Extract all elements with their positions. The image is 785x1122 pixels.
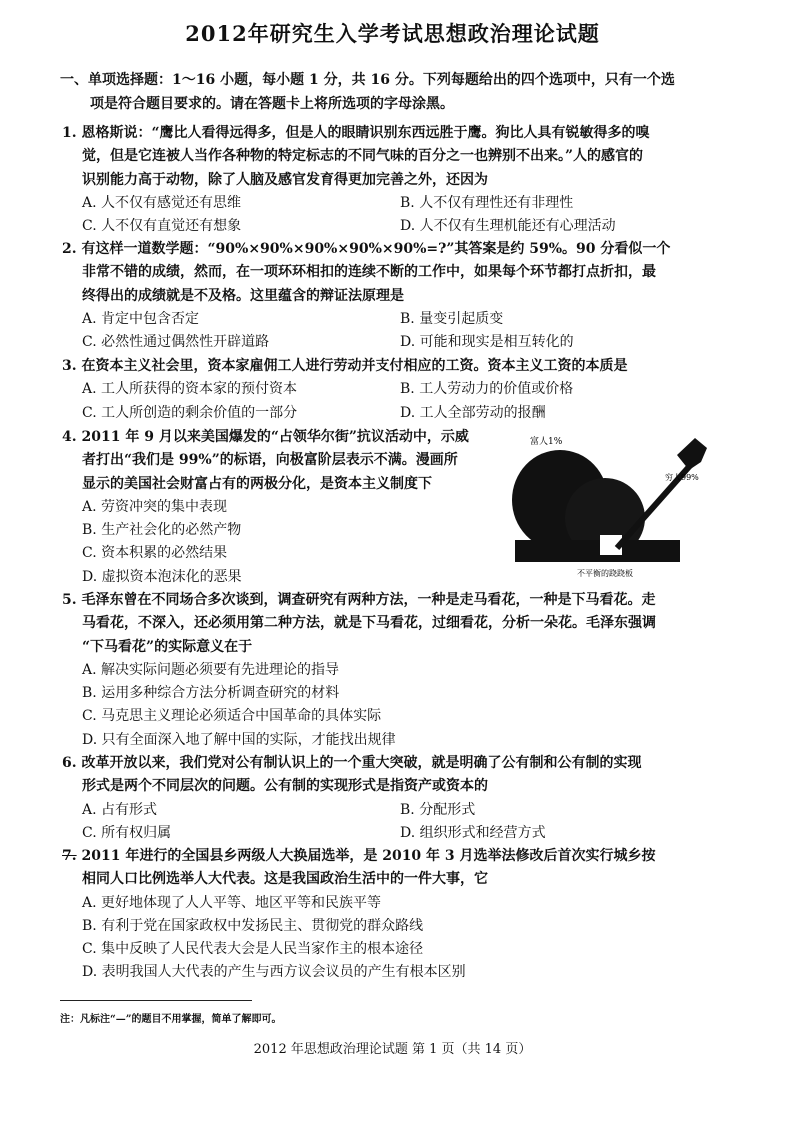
- question-stem: [62, 752, 722, 799]
- stem-line: 觉，但是它连被人当作各种物的特定标志的不同气味的百分之一也辨别不出来。”人的感官的: [82, 148, 644, 165]
- option-c: C. 集中反映了人民代表大会是人民当家作主的根本途径: [82, 941, 424, 958]
- page-footer: 2012 年思想政治理论试题 第 1 页（共 14 页）: [253, 1042, 532, 1057]
- page-title: 2012年研究生入学考试思想政治理论试题: [185, 21, 600, 46]
- question-stem: [62, 845, 722, 892]
- option-b: B. 分配形式: [400, 801, 476, 818]
- options: [62, 892, 722, 985]
- stem-line: 相同人口比例选举人大代表。这是我国政治生活中的一件大事，它: [82, 871, 488, 888]
- stem-line: 终得出的成绩就是不及格。这里蕴含的辩证法原理是: [82, 287, 404, 304]
- stem-line: 3. 在资本主义社会里，资本家雇佣工人进行劳动并支付相应的工资。资本主义工资的本质是: [62, 358, 628, 374]
- footnote-divider: [60, 1000, 252, 1001]
- option-b: B. 工人劳动力的价值或价格: [400, 381, 574, 398]
- options: [62, 496, 492, 589]
- question-5: [62, 589, 722, 752]
- option-c: C. 人不仅有直觉还有想象: [82, 218, 242, 235]
- option-c: C. 工人所创造的剩余价值的一部分: [82, 404, 298, 421]
- option-b: B. 人不仅有理性还有非理性: [400, 194, 574, 211]
- option-d: D. 表明我国人大代表的产生与西方议会议员的产生有根本区别: [82, 964, 466, 981]
- option-a: A. 解决实际问题必须要有先进理论的指导: [82, 661, 340, 678]
- question-3: [62, 355, 722, 425]
- option-d: D. 虚拟资本泡沫化的恶果: [82, 568, 242, 585]
- question-stem: [62, 426, 492, 496]
- option-b: B. 有利于党在国家政权中发扬民主、贯彻党的群众路线: [82, 917, 424, 934]
- option-d: D. 工人全部劳动的报酬: [400, 404, 546, 421]
- options: [62, 308, 722, 355]
- option-d: D. 人不仅有生理机能还有心理活动: [400, 218, 616, 235]
- question-number-struck: 7.: [62, 848, 77, 864]
- stem-line: 5. 毛泽东曾在不同场合多次谈到，调查研究有两种方法，一种是走马看花，一种是下马看花。走: [62, 592, 656, 608]
- options: [62, 659, 722, 752]
- option-d: D. 可能和现实是相互转化的: [400, 334, 574, 351]
- stem-line: 识别能力高于动物，除了人脑及感官发育得更加完善之外，还因为: [82, 171, 488, 188]
- cartoon-caption: 不平衡的跷跷板: [577, 569, 633, 578]
- footnote: 注：凡标注“—”的题目不用掌握，简单了解即可。: [60, 1014, 282, 1025]
- section-instructions: [60, 68, 725, 116]
- option-d: D. 组织形式和经营方式: [400, 824, 546, 841]
- stem-line: 非常不错的成绩，然而，在一项环环相扣的连续不断的工作中，如果每个环节都打点折扣，最: [82, 264, 656, 281]
- stem-line: 显示的美国社会财富占有的两极分化，是资本主义制度下: [82, 475, 432, 492]
- option-a: A. 人不仅有感觉还有思维: [82, 194, 242, 211]
- option-a: A. 肯定中包含否定: [82, 310, 200, 327]
- question-2: [62, 238, 722, 354]
- question-stem: [62, 122, 722, 192]
- option-d: D. 只有全面深入地了解中国的实际，才能找出规律: [82, 731, 396, 748]
- option-b: B. 运用多种综合方法分析调查研究的材料: [82, 685, 340, 702]
- option-b: B. 生产社会化的必然产物: [82, 522, 242, 539]
- seesaw-base: [515, 540, 680, 562]
- stem-line: 2011 年进行的全国县乡两级人大换届选举，是 2010 年 3 月选举法修改后首次实行城乡按: [76, 848, 656, 864]
- option-c: C. 马克思主义理论必须适合中国革命的具体实际: [82, 708, 382, 725]
- stem-line: 者打出“我们是 99%”的标语，向极富阶层表示不满。漫画所: [82, 452, 458, 469]
- option-a: A. 工人所获得的资本家的预付资本: [82, 381, 298, 398]
- question-stem: [62, 355, 722, 378]
- stem-line: 形式是两个不同层次的问题。公有制的实现形式是指资产或资本的: [82, 778, 488, 795]
- question-6: [62, 752, 722, 845]
- options: [62, 799, 722, 846]
- label-rich: 富人1%: [530, 437, 563, 447]
- options: [62, 378, 722, 425]
- section-line-1: 一、单项选择题：1～16 小题，每小题 1 分，共 16 分。下列每题给出的四个选项中，只有一个选: [60, 72, 675, 88]
- question-stem: [62, 238, 722, 308]
- question-7: [62, 845, 722, 985]
- stem-line: “下马看花”的实际意义在于: [82, 638, 253, 655]
- stem-line: 6. 改革开放以来，我们党对公有制认识上的一个重大突破，就是明确了公有制和公有制的实现: [62, 755, 642, 771]
- stem-line: 1. 恩格斯说：“鹰比人看得远得多，但是人的眼睛识别东西远胜于鹰。狗比人具有锐敏得多的嗅: [62, 125, 650, 141]
- option-c: C. 必然性通过偶然性开辟道路: [82, 334, 270, 351]
- label-poor: 穷人99%: [665, 473, 699, 482]
- option-b: B. 量变引起质变: [400, 310, 504, 327]
- seesaw-cartoon: [505, 430, 715, 580]
- option-a: A. 占有形式: [82, 801, 158, 818]
- option-c: C. 资本积累的必然结果: [82, 545, 228, 562]
- option-a: A. 劳资冲突的集中表现: [82, 498, 228, 515]
- stem-line: 2. 有这样一道数学题：“90%×90%×90%×90%×90%=?”其答案是约 59%。90 分看似一个: [62, 241, 671, 257]
- stem-line: 马看花，不深入，还必须用第二种方法，就是下马看花，过细看花，分析一朵花。毛泽东强调: [82, 615, 656, 632]
- options: [62, 192, 722, 239]
- poor-figure: [677, 438, 707, 470]
- option-a: A. 更好地体现了人人平等、地区平等和民族平等: [82, 894, 382, 911]
- section-line-2: 项是符合题目要求的。请在答题卡上将所选项的字母涂黑。: [90, 96, 454, 112]
- stem-line: 4. 2011 年 9 月以来美国爆发的“占领华尔街”抗议活动中，示威: [62, 429, 469, 445]
- question-1: [62, 122, 722, 238]
- option-c: C. 所有权归属: [82, 824, 172, 841]
- question-stem: [62, 589, 722, 659]
